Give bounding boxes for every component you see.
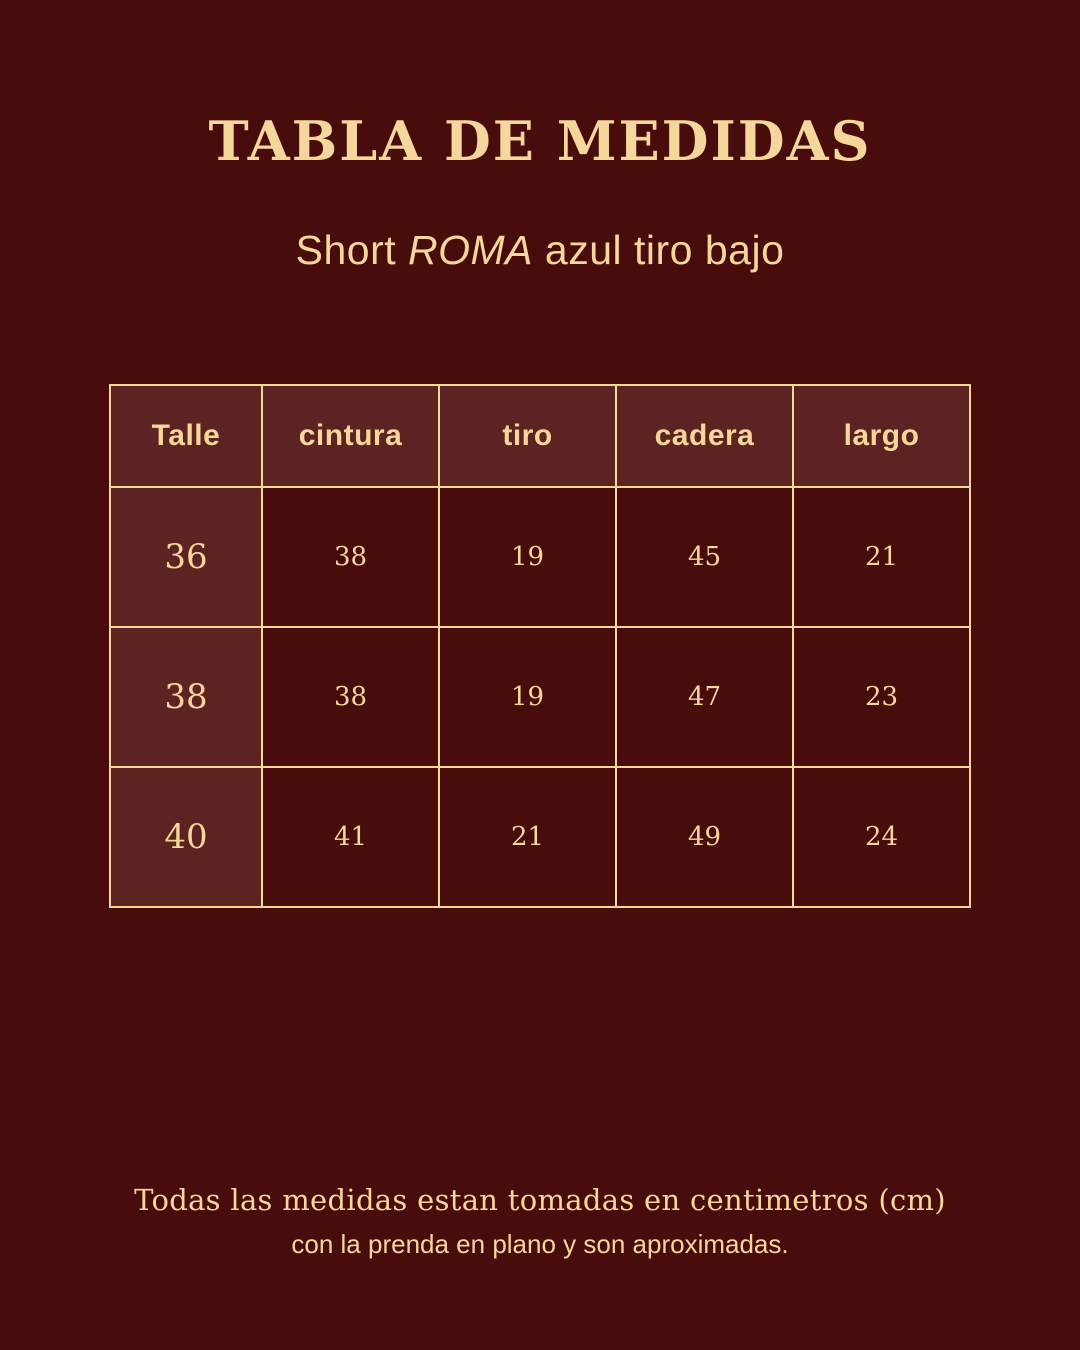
cell-cintura: 38 bbox=[262, 627, 439, 767]
column-header-cadera: cadera bbox=[616, 385, 793, 487]
table-body bbox=[110, 487, 970, 907]
subtitle-prefix: Short bbox=[295, 227, 409, 274]
cell-tiro: 21 bbox=[439, 767, 616, 907]
footer-line-1: Todas las medidas estan tomadas en centimetros (cm) bbox=[134, 1183, 946, 1217]
page-title: TABLA DE MEDIDAS bbox=[208, 109, 872, 173]
cell-cadera: 49 bbox=[616, 767, 793, 907]
cell-tiro: 19 bbox=[439, 627, 616, 767]
cell-largo: 23 bbox=[793, 627, 970, 767]
cell-talle: 40 bbox=[110, 767, 262, 907]
cell-largo: 24 bbox=[793, 767, 970, 907]
cell-largo: 21 bbox=[793, 487, 970, 627]
table-row bbox=[110, 767, 970, 907]
cell-cintura: 38 bbox=[262, 487, 439, 627]
cell-cadera: 47 bbox=[616, 627, 793, 767]
cell-talle: 36 bbox=[110, 487, 262, 627]
product-subtitle bbox=[296, 227, 785, 274]
column-header-largo: largo bbox=[793, 385, 970, 487]
measurements-table bbox=[109, 384, 971, 908]
table-row bbox=[110, 487, 970, 627]
table-head bbox=[110, 385, 970, 487]
column-header-cintura: cintura bbox=[262, 385, 439, 487]
subtitle-emphasis: ROMA bbox=[408, 227, 534, 274]
table-header-row bbox=[110, 385, 970, 487]
footer-line-2: con la prenda en plano y son aproximadas. bbox=[291, 1229, 789, 1259]
column-header-tiro: tiro bbox=[439, 385, 616, 487]
cell-cadera: 45 bbox=[616, 487, 793, 627]
cell-talle: 38 bbox=[110, 627, 262, 767]
table-row bbox=[110, 627, 970, 767]
subtitle-suffix: azul tiro bajo bbox=[533, 227, 785, 274]
cell-tiro: 19 bbox=[439, 487, 616, 627]
measurements-table-wrapper bbox=[109, 384, 971, 908]
footer-note bbox=[0, 1183, 1080, 1260]
cell-cintura: 41 bbox=[262, 767, 439, 907]
column-header-talle: Talle bbox=[110, 385, 262, 487]
